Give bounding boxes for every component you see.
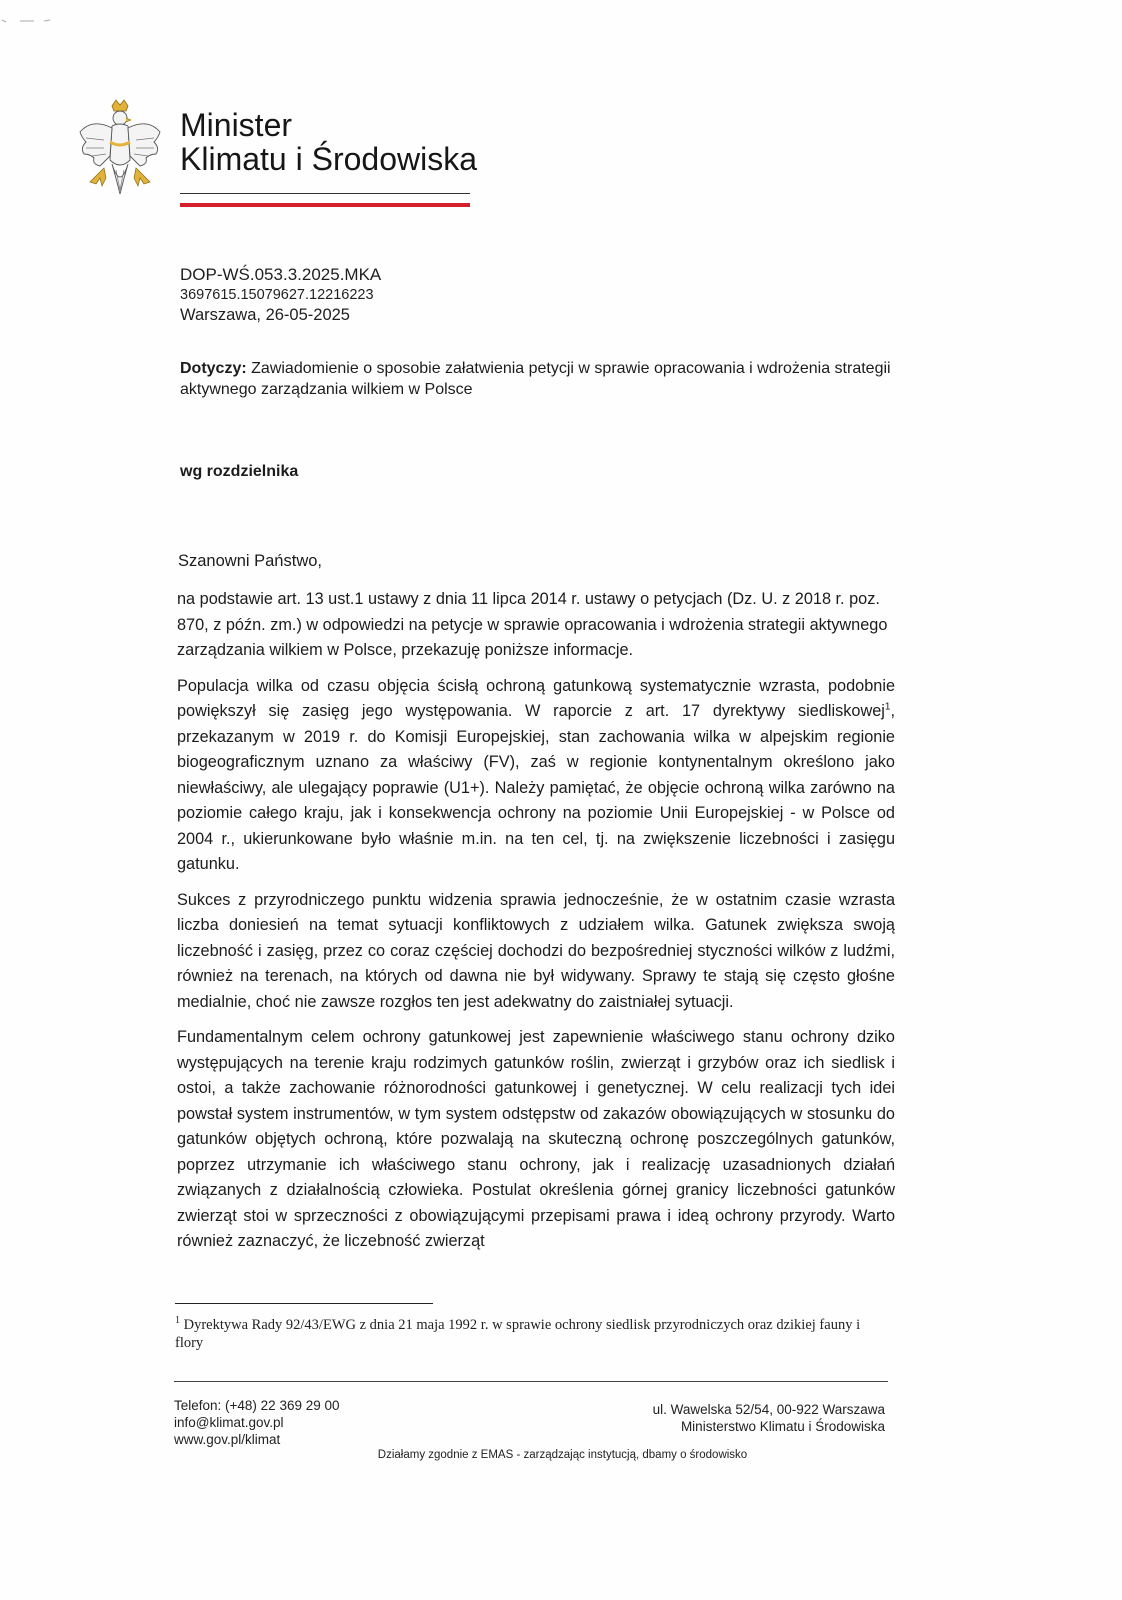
salutation: Szanowni Państwo, xyxy=(178,552,322,570)
polish-eagle-emblem-icon xyxy=(74,98,166,208)
street-address: ul. Wawelska 52/54, 00-922 Warszawa xyxy=(652,1402,885,1417)
case-number: DOP-WŚ.053.3.2025.MKA xyxy=(180,265,382,284)
emas-note: Działamy zgodnie z EMAS - zarządzając instytucją, dbamy o środowisko xyxy=(377,1449,748,1461)
footer-divider xyxy=(174,1381,888,1382)
footnote-reference: 1 xyxy=(884,701,891,713)
subject-label: Dotyczy: xyxy=(180,360,247,377)
contact-info xyxy=(174,1397,340,1448)
minister-title xyxy=(180,108,477,176)
footnote-separator xyxy=(175,1303,433,1304)
title-line-1: Minister xyxy=(180,107,293,143)
email-address: info@klimat.gov.pl xyxy=(174,1415,284,1430)
place-date: Warszawa, 26-05-2025 xyxy=(180,306,350,324)
subject-line xyxy=(180,358,910,400)
footnote xyxy=(175,1316,875,1352)
subject-text: Zawiadomienie o sposobie załatwienia petycji w sprawie opracowania i wdrożenia strategii aktywnego zarządzania wilkiem w Polsce xyxy=(180,360,891,398)
institution-name: Ministerstwo Klimatu i Środowiska xyxy=(680,1419,885,1434)
document-id: 3697615.15079627.12216223 xyxy=(180,287,374,303)
header-divider xyxy=(180,193,470,194)
scan-artifact xyxy=(0,12,60,26)
recipient: wg rozdzielnika xyxy=(180,463,299,480)
reference-block xyxy=(180,265,381,325)
phone-number: Telefon: (+48) 22 369 29 00 xyxy=(174,1398,340,1413)
address-block xyxy=(600,1401,885,1435)
paragraph-1: na podstawie art. 13 ust.1 ustawy z dnia 11 lipca 2014 r. ustawy o petycjach (Dz. U. z 2018 r. poz. 870, z późn. zm.) w odpowiedzi na petycje w sprawie opracowania i wdrożenia strategii aktywnego zarządzania wilkiem w Polsce, przekazuję poniższe informacje. xyxy=(177,590,888,659)
website-link: www.gov.pl/klimat xyxy=(174,1432,281,1447)
paragraph-2-part-2: , przekazanym w 2019 r. do Komisji Europejskiej, stan zachowania wilka w alpejskim regionie biogeograficznym uznano za właściwy (FV), zaś w regionie kontynentalnym określono jako niewłaściwy, ale ulegający poprawie (U1+). Należy pamiętać, że objęcie ochroną wilka zarówno na poziomie całego kraju, jak i konsekwencja ochrony na poziomie Unii Europejskiej - w Polsce od 2004 r., ukierunkowane było właśnie m.in. na ten cel, tj. na zwiększenie liczebności i zasięgu gatunku. xyxy=(177,702,895,873)
footnote-text: Dyrektywa Rady 92/43/EWG z dnia 21 maja 1992 r. w sprawie ochrony siedlisk przyrodniczych oraz dzikiej fauny i flory xyxy=(175,1317,861,1351)
paragraph-4: Fundamentalnym celem ochrony gatunkowej jest zapewnienie właściwego stanu ochrony dziko występujących na terenie kraju rodzimych gatunków roślin, zwierząt i grzybów oraz ich siedlisk i ostoi, a także zachowanie różnorodności gatunkowej i genetycznej. W celu realizacji tych idei powstał system instrumentów, w tym system odstępstw od zakazów obowiązujących w stosunku do gatunków objętych ochroną, które pozwalają na skuteczną ochronę poszczególnych gatunków, poprzez utrzymanie ich właściwego stanu ochrony, jak i realizację uzasadnionych działań związanych z działalnością człowieka. Postulat określenia górnej granicy liczebności gatunków zwierząt stoi w sprzeczności z obowiązującymi przepisami prawa i ideą ochrony przyrody. Warto również zaznaczyć, że liczebność zwierząt xyxy=(177,1028,895,1250)
paragraph-2 xyxy=(177,674,895,878)
letter-body xyxy=(177,587,895,1265)
paragraph-3: Sukces z przyrodniczego punktu widzenia sprawia jednocześnie, że w ostatnim czasie wzrasta liczba doniesień na temat sytuacji konfliktowych z udziałem wilka. Gatunek zwiększa swoją liczebność i zasięg, przez co coraz częściej dochodzi do bezpośredniej styczności wilków z ludźmi, również na terenach, na których od dawna nie był widywany. Sprawy te stają się często głośne medialnie, choć nie zawsze rozgłos ten jest adekwatny do zaistniałej sytuacji. xyxy=(177,890,895,1011)
paragraph-2-part-1: Populacja wilka od czasu objęcia ścisłą ochroną gatunkową systematycznie wzrasta, podobnie powiększył się zasięg jego występowania. W raporcie z art. 17 dyrektywy siedliskowej xyxy=(177,676,895,720)
header-red-bar xyxy=(180,203,470,207)
footnote-marker: 1 xyxy=(175,1315,180,1327)
title-line-2: Klimatu i Środowiska xyxy=(180,141,477,177)
